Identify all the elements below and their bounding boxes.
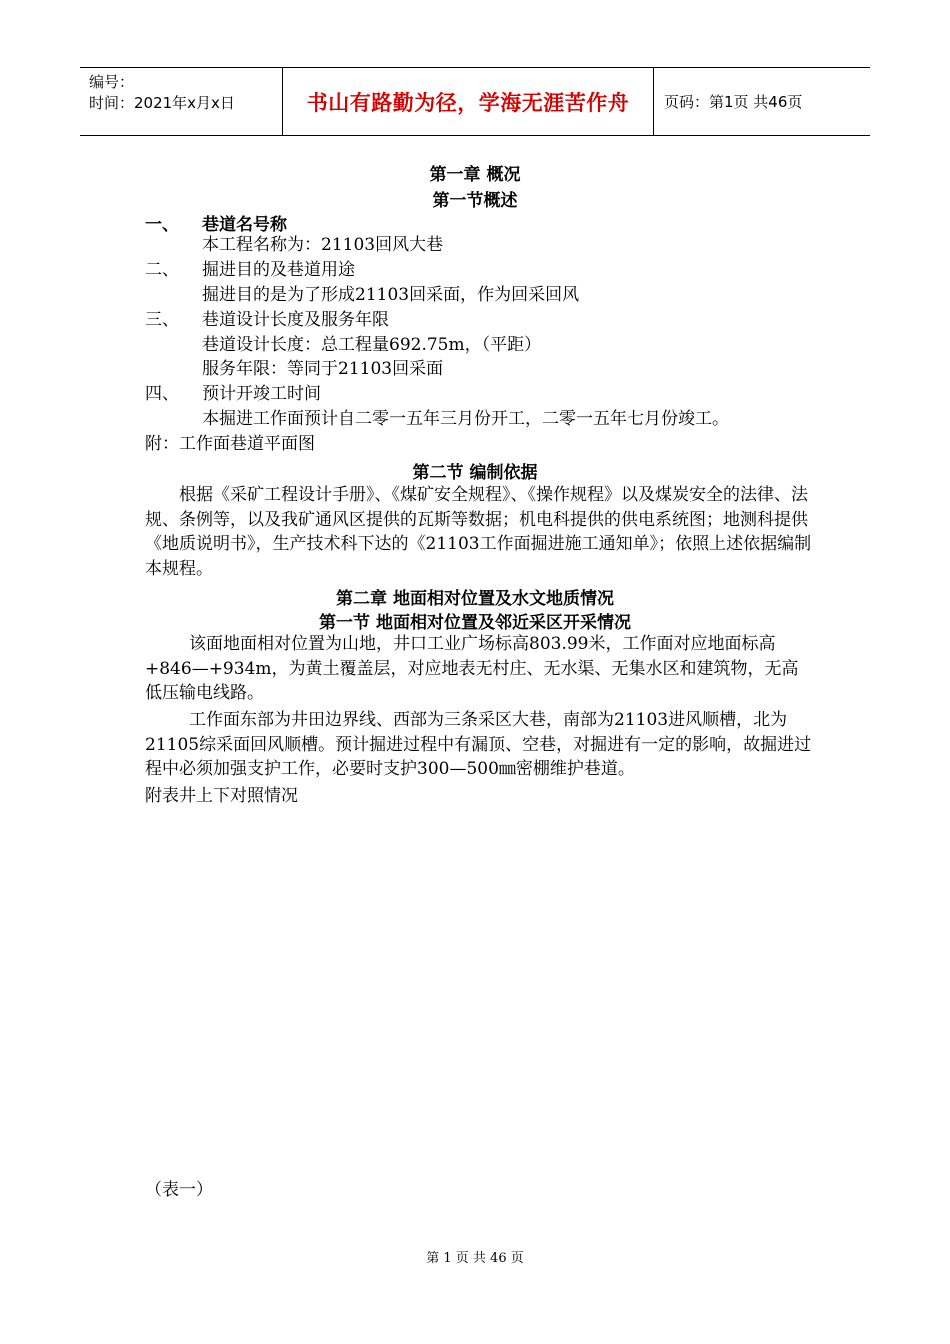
item3-text-length: 巷道设计长度：总工程量692.75m，（平距） xyxy=(202,335,542,355)
item4-label: 预计开竣工时间 xyxy=(202,384,321,404)
document-number-label: 编号： xyxy=(89,73,135,91)
item1-label: 巷道名号称 xyxy=(202,215,287,235)
chapter2-section1-title: 第一节 地面相对位置及邻近采区开采情况 xyxy=(319,613,631,633)
header-left-cell xyxy=(80,68,282,135)
header-page-info: 页码：第1页 共46页 xyxy=(664,93,803,111)
attachment-note: 附：工作面巷道平面图 xyxy=(145,434,315,454)
item1-text: 本工程名称为：21103回风大巷 xyxy=(202,235,444,255)
chapter2-paragraph3: 附表井上下对照情况 xyxy=(145,786,298,806)
item2-text: 掘进目的是为了形成21103回采面，作为回采回风 xyxy=(202,285,580,305)
chapter1-section2-title: 第二节 编制依据 xyxy=(412,463,538,483)
item1-number: 一、 xyxy=(145,215,179,235)
item2-number: 二、 xyxy=(145,260,179,280)
item3-number: 三、 xyxy=(145,310,179,330)
table-caption: （表一） xyxy=(145,1180,213,1200)
item3-text-service: 服务年限：等同于21103回采面 xyxy=(202,359,444,379)
chapter1-title: 第一章 概况 xyxy=(429,165,521,185)
item4-text: 本掘进工作面预计自二零一五年三月份开工，二零一五年七月份竣工。 xyxy=(202,409,729,429)
item3-label: 巷道设计长度及服务年限 xyxy=(202,310,389,330)
chapter2-title: 第二章 地面相对位置及水文地质情况 xyxy=(336,589,614,609)
chapter2-paragraph2: 工作面东部为井田边界线、西部为三条采区大巷，南部为21103进风顺槽，北为21105综采面回风顺槽。预计掘进过程中有漏顶、空巷，对掘进有一定的影响，故掘进过程中必须加强支护工作，必要时支护300—500㎜密棚维护巷道。 xyxy=(145,710,812,779)
page-header xyxy=(80,67,870,136)
chapter1-section1-title: 第一节概述 xyxy=(432,191,518,211)
section2-paragraph: 根据《采矿工程设计手册》、《煤矿安全规程》、《操作规程》以及煤炭安全的法律、法规、条例等，以及我矿通风区提供的瓦斯等数据；机电科提供的供电系统图；地测科提供《地质说明书》，生产技术科下达的《21103工作面掘进施工通知单》；依照上述依据编制本规程。 xyxy=(145,485,812,579)
document-time-label: 时间：2021年x月x日 xyxy=(89,94,235,112)
header-motto: 书山有路勤为径，学海无涯苦作舟 xyxy=(282,68,654,135)
chapter2-paragraph1: 该面地面相对位置为山地，井口工业广场标高803.99米，工作面对应地面标高+846—+934m，为黄土覆盖层，对应地表无村庄、无水渠、无集水区和建筑物，无高低压输电线路。 xyxy=(145,634,799,703)
page-footer: 第 1 页 共 46 页 xyxy=(426,1251,524,1266)
item2-label: 掘进目的及巷道用途 xyxy=(202,260,355,280)
item4-number: 四、 xyxy=(145,384,179,404)
